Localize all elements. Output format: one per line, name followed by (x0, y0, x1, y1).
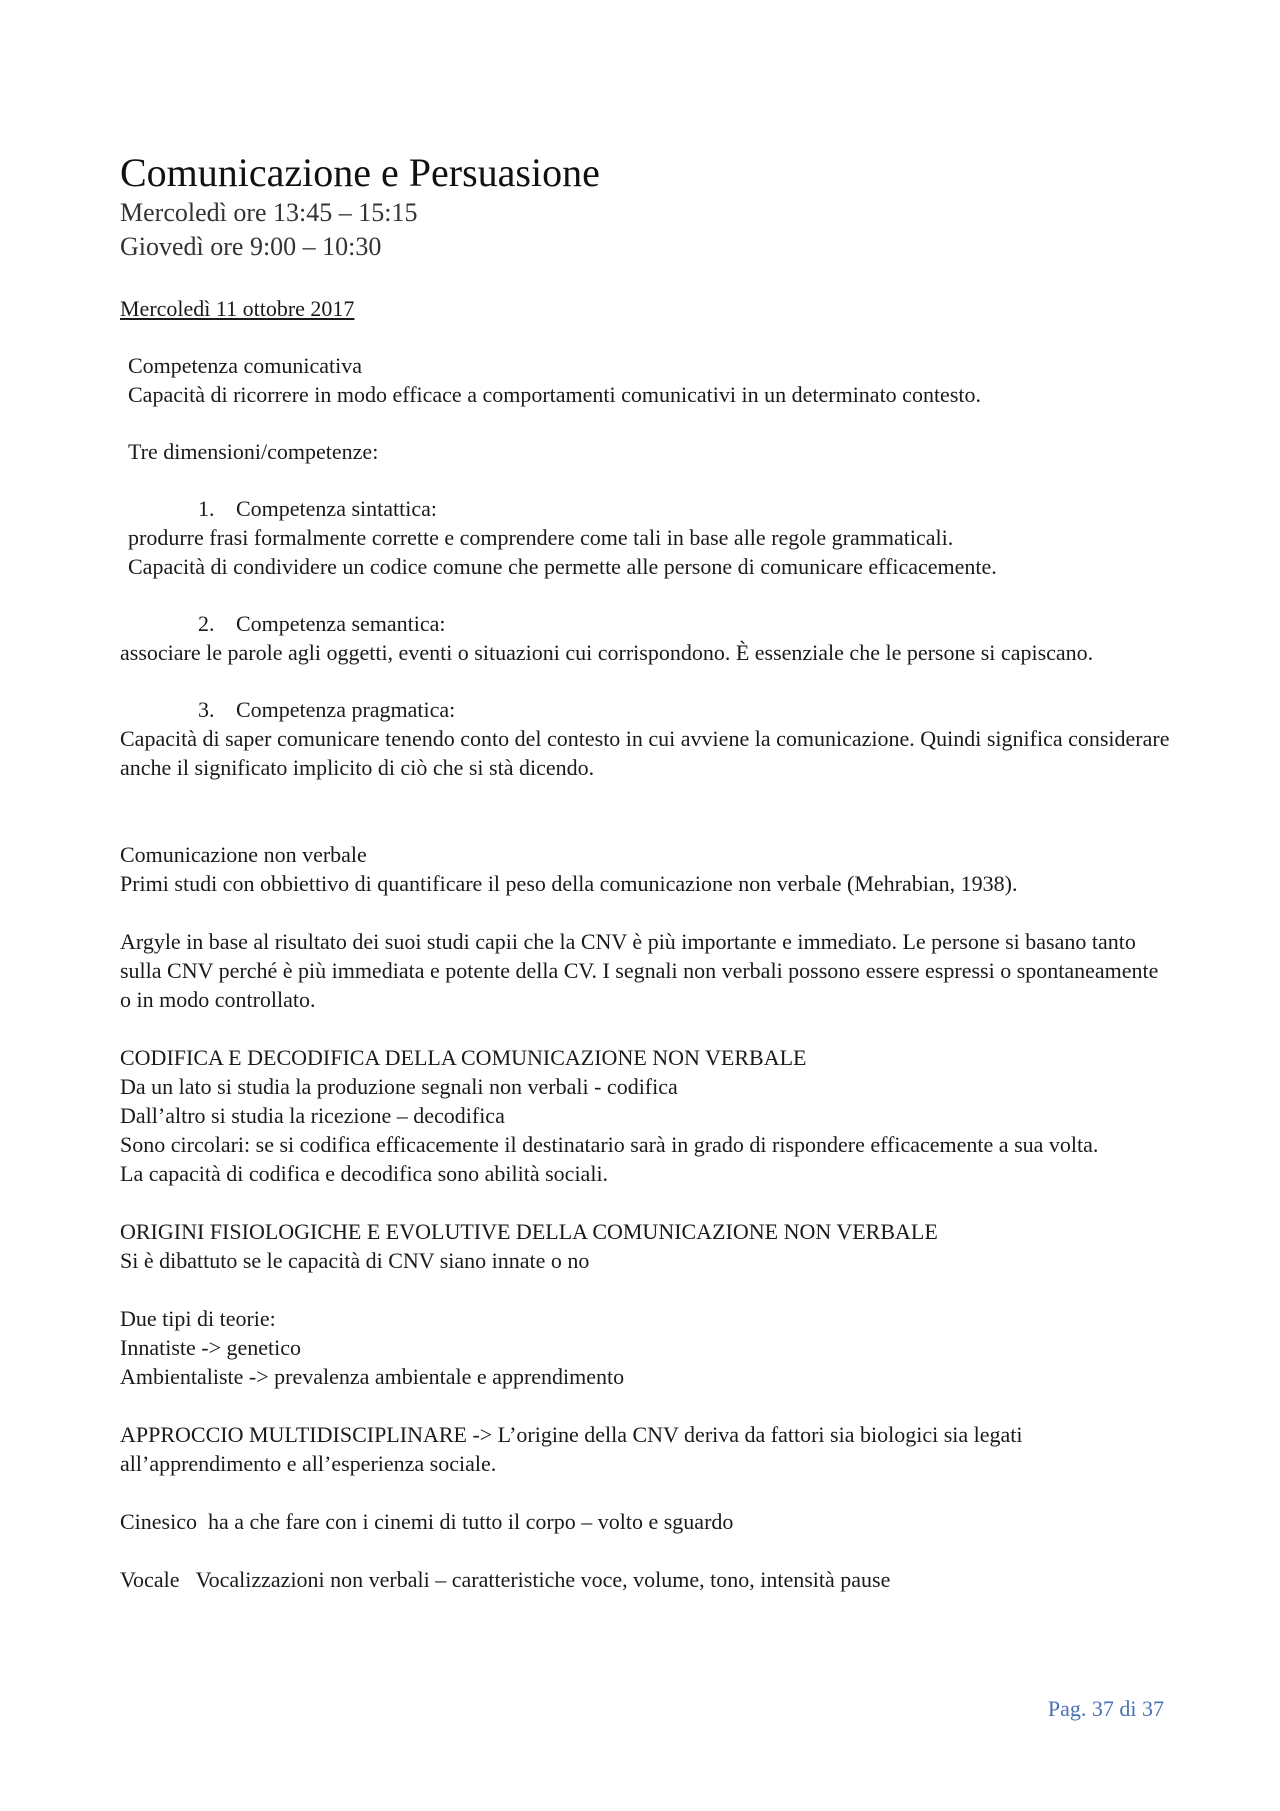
cinesico-text: ha a che fare con i cinemi di tutto il corpo – volto e sguardo (208, 1509, 734, 1534)
competenza-heading: Competenza comunicativa (128, 353, 362, 378)
origini-line: Ambientaliste -> prevalenza ambientale e apprendimento (120, 1364, 625, 1389)
list-number: 3. (198, 697, 215, 722)
codifica-line: Dall’altro si studia la ricezione – decodifica (120, 1103, 505, 1128)
list-label: Competenza sintattica: (236, 496, 437, 521)
list-label: Competenza semantica: (236, 611, 446, 636)
page-title: Comunicazione e Persuasione (120, 150, 600, 195)
origini-line: Due tipi di teorie: (120, 1306, 276, 1331)
list-label: Competenza pragmatica: (236, 697, 456, 722)
list-item-text: associare le parole agli oggetti, eventi o situazioni cui corrispondono. È essenziale che le persone si capiscano. (120, 640, 1094, 665)
cinesico-line (120, 1507, 1170, 1536)
vocale-label: Vocale (120, 1567, 180, 1592)
vocale-text: Vocalizzazioni non verbali – caratteristiche voce, volume, tono, intensità pause (195, 1567, 891, 1592)
list-item-text: Capacità di condividere un codice comune che permette alle persone di comunicare efficacemente. (128, 554, 997, 579)
origini-line: Si è dibattuto se le capacità di CNV siano innate o no (120, 1248, 590, 1273)
list-item-2 (120, 609, 1170, 638)
schedule-line: Mercoledì ore 13:45 – 15:15 (120, 198, 418, 227)
competenza-definition: Capacità di ricorrere in modo efficace a comportamenti comunicativi in un determinato contesto. (128, 382, 981, 407)
cnv-paragraph: Primi studi con obbiettivo di quantificare il peso della comunicazione non verbale (Mehrabian, 1938). (120, 871, 1018, 896)
list-item-1 (120, 494, 1170, 523)
cnv-paragraph: Argyle in base al risultato dei suoi studi capii che la CNV è più importante e immediato. Le persone si basano tanto sulla CNV perché è più immediata e potente della CV. I segnali non verbali possono essere espressi o spontaneamente o in modo controllato. (120, 929, 1159, 1012)
schedule (120, 196, 1170, 264)
schedule-line: Giovedì ore 9:00 – 10:30 (120, 232, 382, 261)
origini-line: Innatiste -> genetico (120, 1335, 302, 1360)
codifica-line: Da un lato si studia la produzione segnali non verbali - codifica (120, 1074, 678, 1099)
approccio-paragraph: APPROCCIO MULTIDISCIPLINARE -> L’origine della CNV deriva da fattori sia biologici sia legati all’apprendimento e all’esperienza sociale. (120, 1422, 1023, 1476)
cnv-heading: Comunicazione non verbale (120, 842, 367, 867)
origini-heading: ORIGINI FISIOLOGICHE E EVOLUTIVE DELLA COMUNICAZIONE NON VERBALE (120, 1219, 938, 1244)
list-item-text: Capacità di saper comunicare tenendo conto del contesto in cui avviene la comunicazione. Quindi significa considerare anche il significato implicito di ciò che si stà dicendo. (120, 726, 1170, 780)
lesson-date: Mercoledì 11 ottobre 2017 (120, 296, 355, 321)
codifica-heading: CODIFICA E DECODIFICA DELLA COMUNICAZIONE NON VERBALE (120, 1045, 807, 1070)
codifica-line: La capacità di codifica e decodifica sono abilità sociali. (120, 1161, 609, 1186)
cinesico-label: Cinesico (120, 1509, 197, 1534)
page-number: Pag. 37 di 37 (1047, 1696, 1164, 1721)
list-item-text: produrre frasi formalmente corrette e comprendere come tali in base alle regole grammaticali. (128, 525, 954, 550)
dimensions-intro: Tre dimensioni/competenze: (128, 439, 379, 464)
list-number: 1. (198, 496, 215, 521)
document-page (120, 150, 1170, 1594)
vocale-line (120, 1565, 1170, 1594)
list-item-3 (120, 695, 1170, 724)
list-number: 2. (198, 611, 215, 636)
codifica-line: Sono circolari: se si codifica efficacemente il destinatario sarà in grado di rispondere efficacemente a sua volta. (120, 1132, 1099, 1157)
